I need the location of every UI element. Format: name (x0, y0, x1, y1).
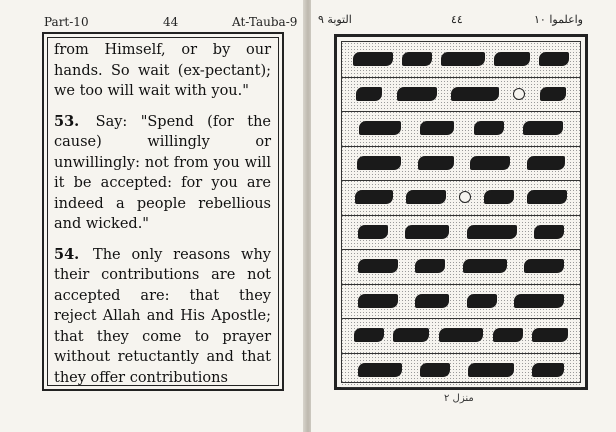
arabic-word (405, 225, 449, 239)
arabic-word (402, 52, 432, 66)
arabic-word (415, 294, 449, 308)
arabic-line (341, 111, 581, 147)
arabic-word (467, 225, 517, 239)
arabic-word (524, 259, 564, 273)
arabic-line (341, 42, 581, 78)
arabic-word (359, 121, 401, 135)
arabic-word (355, 190, 393, 204)
arabic-word (451, 87, 499, 101)
arabic-word (467, 294, 497, 308)
verse-number: 54. (54, 245, 80, 263)
verse-end-marker (459, 191, 471, 203)
left-page (0, 0, 305, 432)
arabic-part-header: واعلموا ١٠ (534, 13, 583, 26)
part-header: Part-10 (44, 15, 89, 29)
verse-text: The only reasons why their contributions are not accepted are: that they reject Allah and His Apostle; that they come to prayer without retuctantly and that they offer contributions (54, 246, 271, 386)
arabic-word (358, 294, 398, 308)
arabic-word (393, 328, 429, 342)
paragraph-text: from Himself, or by our hands. So wait (ex-pectant); we too will wait with you." (54, 42, 271, 99)
verse-end-marker (513, 88, 525, 100)
arabic-line (341, 77, 581, 113)
arabic-word (418, 156, 454, 170)
arabic-line (341, 180, 581, 216)
arabic-line (341, 146, 581, 182)
arabic-text-frame (334, 34, 588, 390)
arabic-word (493, 328, 523, 342)
arabic-word (420, 363, 450, 377)
arabic-line (341, 353, 581, 389)
arabic-word (358, 363, 402, 377)
arabic-word (356, 87, 382, 101)
arabic-word (358, 225, 388, 239)
arabic-word (353, 52, 393, 66)
arabic-word (406, 190, 446, 204)
arabic-word (474, 121, 504, 135)
verse-number: 53. (54, 112, 80, 130)
arabic-word (415, 259, 445, 273)
arabic-word (539, 52, 569, 66)
manzil-footer: منزل ٢ (444, 393, 474, 404)
arabic-line (341, 318, 581, 354)
arabic-word (441, 52, 485, 66)
arabic-word (463, 259, 507, 273)
arabic-word (523, 121, 563, 135)
arabic-word (527, 156, 565, 170)
arabic-word (540, 87, 566, 101)
arabic-word (527, 190, 567, 204)
arabic-word (354, 328, 384, 342)
arabic-word (484, 190, 514, 204)
arabic-line (341, 249, 581, 285)
arabic-word (357, 156, 401, 170)
arabic-line (341, 215, 581, 251)
verse-53 (54, 112, 271, 235)
translation-text (54, 40, 271, 398)
arabic-word (358, 259, 398, 273)
verse-text: Say: "Spend (for the cause) willingly or unwillingly: not from you will it be accepted: for you are indeed a people rebellious and wicked." (54, 113, 271, 232)
surah-header: At-Tauba-9 (232, 15, 298, 29)
arabic-word (468, 363, 514, 377)
arabic-word (470, 156, 510, 170)
paragraph-continuation (54, 40, 271, 102)
arabic-word (420, 121, 454, 135)
arabic-word (494, 52, 530, 66)
arabic-word (532, 328, 568, 342)
arabic-word (397, 87, 437, 101)
arabic-word (534, 225, 564, 239)
arabic-word (532, 363, 564, 377)
arabic-word (439, 328, 483, 342)
page-number: 44 (163, 15, 179, 29)
arabic-line (341, 284, 581, 320)
arabic-surah-header: التوبة ٩ (318, 13, 352, 26)
translation-frame (42, 32, 284, 391)
arabic-word (514, 294, 564, 308)
arabic-page-number: ٤٤ (451, 13, 463, 26)
verse-54 (54, 245, 271, 389)
